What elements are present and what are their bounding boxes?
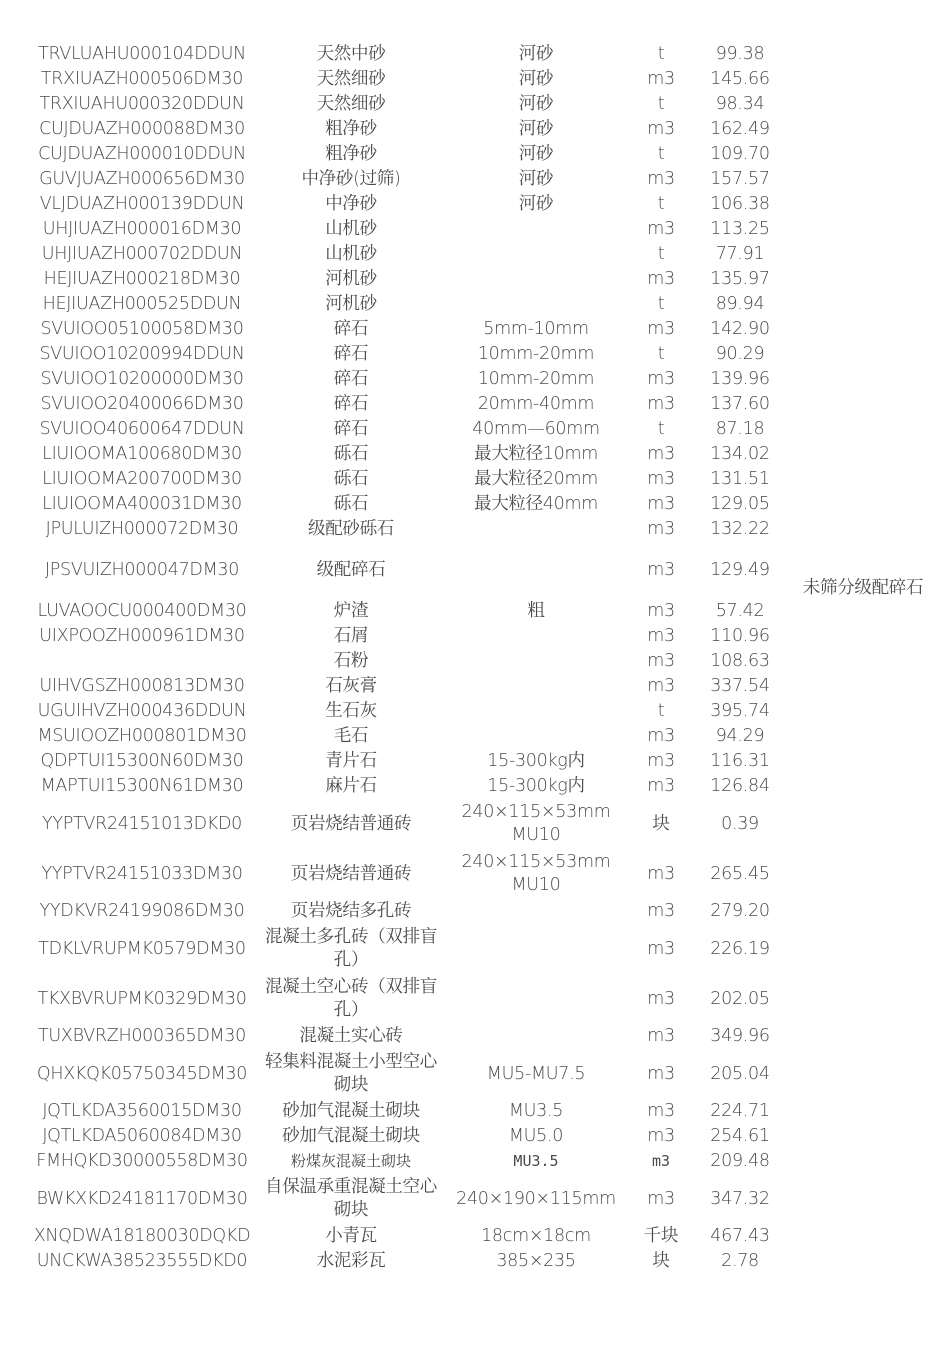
item-unit: m3 bbox=[647, 369, 675, 389]
item-unit: m3 bbox=[647, 901, 675, 921]
item-code: LIUIOOMA400031DM30 bbox=[42, 494, 242, 514]
item-code: SVUIOO20400066DM30 bbox=[40, 394, 244, 414]
table-row bbox=[0, 167, 950, 192]
table-row bbox=[0, 117, 950, 142]
item-unit: m3 bbox=[647, 119, 675, 139]
item-spec: MU3.5 bbox=[508, 1101, 564, 1121]
item-spec: 5mm-10mm bbox=[483, 319, 589, 339]
table-row bbox=[0, 92, 950, 117]
item-unit: t bbox=[657, 94, 665, 114]
item-price: 106.38 bbox=[710, 194, 770, 214]
item-unit: m3 bbox=[647, 169, 675, 189]
item-unit: m3 bbox=[647, 394, 675, 414]
item-name: 碎石 bbox=[333, 369, 369, 389]
item-name: 粗净砂 bbox=[325, 144, 377, 164]
item-code: CUJDUAZH000010DDUN bbox=[38, 144, 246, 164]
item-name: 砂加气混凝土砌块 bbox=[282, 1126, 420, 1146]
item-name: 石屑 bbox=[333, 626, 369, 646]
table-row bbox=[0, 724, 950, 749]
item-name: 级配砂砾石 bbox=[308, 519, 394, 539]
item-unit: t bbox=[657, 44, 665, 64]
table-row bbox=[0, 392, 950, 417]
item-code: LIUIOOMA200700DM30 bbox=[42, 469, 242, 489]
table-row bbox=[0, 367, 950, 392]
item-spec: 河砂 bbox=[518, 94, 554, 114]
item-code: SVUIOO05100058DM30 bbox=[40, 319, 244, 339]
item-name: 炉渣 bbox=[333, 601, 369, 621]
table-row bbox=[0, 292, 950, 317]
item-spec: MU5-MU7.5 bbox=[486, 1063, 586, 1084]
item-name: 河机砂 bbox=[325, 294, 377, 314]
item-code: HEJIUAZH000525DDUN bbox=[42, 294, 242, 314]
item-price: 202.05 bbox=[710, 988, 770, 1009]
item-name: 青片石 bbox=[325, 751, 377, 771]
item-unit: m3 bbox=[647, 726, 675, 746]
item-price: 2.78 bbox=[721, 1251, 759, 1271]
item-spec bbox=[446, 267, 626, 292]
item-spec: 河砂 bbox=[518, 169, 554, 189]
table-row bbox=[0, 267, 950, 292]
item-price: 98.34 bbox=[715, 94, 765, 114]
item-spec: 20mm-40mm bbox=[477, 394, 595, 414]
item-price: 113.25 bbox=[710, 219, 770, 239]
item-code: YYPTVR24151033DM30 bbox=[41, 863, 243, 884]
item-price: 347.32 bbox=[710, 1188, 770, 1209]
table-row bbox=[0, 799, 950, 849]
item-price: 99.38 bbox=[715, 44, 765, 64]
item-unit: m3 bbox=[647, 626, 675, 646]
item-code: TDKLVRUPMK0579DM30 bbox=[38, 938, 246, 959]
item-spec bbox=[446, 517, 626, 542]
table-row bbox=[0, 1099, 950, 1124]
item-spec: 15-300kg内 bbox=[487, 751, 585, 771]
item-spec bbox=[446, 924, 626, 974]
item-code: VLJDUAZH000139DDUN bbox=[39, 194, 245, 214]
table-row bbox=[0, 517, 950, 542]
item-spec bbox=[446, 1024, 626, 1049]
item-spec: 10mm-20mm bbox=[477, 369, 595, 389]
table-row bbox=[0, 649, 950, 674]
item-spec: 河砂 bbox=[518, 119, 554, 139]
item-code bbox=[28, 649, 256, 674]
item-unit: m3 bbox=[647, 988, 675, 1009]
table-row bbox=[0, 1224, 950, 1249]
item-unit: m3 bbox=[647, 219, 675, 239]
item-price: 109.70 bbox=[710, 144, 770, 164]
item-code: CUJDUAZH000088DM30 bbox=[39, 119, 245, 139]
item-unit: m3 bbox=[647, 69, 675, 89]
item-spec: 河砂 bbox=[518, 44, 554, 64]
item-price: 110.96 bbox=[710, 626, 770, 646]
item-name: 自保温承重混凝土空心砌块 bbox=[265, 1177, 437, 1220]
item-unit: m3 bbox=[647, 1063, 675, 1084]
item-name: 砂加气混凝土砌块 bbox=[282, 1101, 420, 1121]
item-price: 57.42 bbox=[715, 601, 765, 621]
item-price: 134.02 bbox=[710, 444, 770, 464]
item-code: YYPTVR24151013DKD0 bbox=[42, 813, 242, 834]
item-price: 94.29 bbox=[715, 726, 765, 746]
item-unit: m3 bbox=[647, 776, 675, 796]
item-code: TRVLUAHU000104DDUN bbox=[38, 44, 246, 64]
item-name: 天然细砂 bbox=[316, 94, 386, 114]
item-unit: t bbox=[657, 419, 665, 439]
item-price: 126.84 bbox=[710, 776, 770, 796]
item-code: UIHVGSZH000813DM30 bbox=[39, 676, 245, 696]
item-spec: MU5.0 bbox=[508, 1126, 564, 1146]
item-price: 108.63 bbox=[710, 651, 770, 671]
item-price: 139.96 bbox=[710, 369, 770, 389]
item-unit: m3 bbox=[647, 676, 675, 696]
table-row bbox=[0, 924, 950, 974]
item-code: SVUIOO40600647DDUN bbox=[39, 419, 245, 439]
item-name: 毛石 bbox=[333, 726, 369, 746]
table-row bbox=[0, 67, 950, 92]
item-name: 级配碎石 bbox=[316, 560, 386, 580]
table-row bbox=[0, 1149, 950, 1174]
item-name: 粗净砂 bbox=[325, 119, 377, 139]
item-spec bbox=[446, 542, 626, 599]
item-price: 467.43 bbox=[710, 1226, 770, 1246]
item-code: YYDKVR24199086DM30 bbox=[39, 901, 245, 921]
item-spec bbox=[446, 292, 626, 317]
item-spec: 15-300kg内 bbox=[487, 776, 585, 796]
item-price: 135.97 bbox=[710, 269, 770, 289]
item-code: SVUIOO10200994DDUN bbox=[39, 344, 245, 364]
table-row bbox=[0, 749, 950, 774]
item-spec bbox=[446, 242, 626, 267]
item-spec bbox=[446, 674, 626, 699]
table-row bbox=[0, 1024, 950, 1049]
item-code: JPULUIZH000072DM30 bbox=[45, 519, 239, 539]
item-code: UIXPOOZH000961DM30 bbox=[39, 626, 245, 646]
item-price: 226.19 bbox=[710, 938, 770, 959]
item-name: 页岩烧结多孔砖 bbox=[290, 901, 412, 921]
item-spec: 240×115×53mm MU10 bbox=[461, 852, 611, 895]
table-row bbox=[0, 542, 950, 599]
item-unit: m3 bbox=[647, 469, 675, 489]
item-unit: m3 bbox=[647, 938, 675, 959]
item-unit: m3 bbox=[647, 863, 675, 884]
item-price: 162.49 bbox=[710, 119, 770, 139]
item-unit: m3 bbox=[651, 1152, 671, 1170]
item-name: 页岩烧结普通砖 bbox=[290, 863, 412, 884]
item-unit: m3 bbox=[647, 519, 675, 539]
item-code: UHJIUAZH000016DM30 bbox=[42, 219, 242, 239]
table-row bbox=[0, 1174, 950, 1224]
item-price: 254.61 bbox=[710, 1126, 770, 1146]
item-name: 天然中砂 bbox=[316, 44, 386, 64]
item-name: 石灰膏 bbox=[325, 676, 377, 696]
item-price: 132.22 bbox=[710, 519, 770, 539]
item-name: 河机砂 bbox=[325, 269, 377, 289]
table-row bbox=[0, 1049, 950, 1099]
item-code: JQTLKDA3560015DM30 bbox=[42, 1101, 242, 1121]
item-name: 中净砂 bbox=[325, 194, 377, 214]
item-spec bbox=[446, 974, 626, 1024]
item-code: TRXIUAZH000506DM30 bbox=[40, 69, 244, 89]
item-code: JQTLKDA5060084DM30 bbox=[42, 1126, 242, 1146]
table-row bbox=[0, 599, 950, 624]
item-name: 小青瓦 bbox=[325, 1226, 377, 1246]
item-price: 77.91 bbox=[715, 244, 765, 264]
item-unit: t bbox=[657, 294, 665, 314]
item-price: 205.04 bbox=[710, 1063, 770, 1084]
table-row bbox=[0, 42, 950, 67]
item-spec: 最大粒径40mm bbox=[474, 494, 598, 514]
item-price: 129.05 bbox=[710, 494, 770, 514]
item-unit: 千块 bbox=[643, 1226, 679, 1246]
item-name: 混凝土实心砖 bbox=[299, 1026, 403, 1046]
table-row bbox=[0, 1249, 950, 1274]
table-row bbox=[0, 674, 950, 699]
item-code: SVUIOO10200000DM30 bbox=[40, 369, 244, 389]
item-spec: 240×190×115mm bbox=[456, 1188, 616, 1209]
item-code: HEJIUAZH000218DM30 bbox=[43, 269, 241, 289]
material-price-table bbox=[0, 42, 950, 1274]
item-code: GUVJUAZH000656DM30 bbox=[39, 169, 245, 189]
item-unit: m3 bbox=[647, 494, 675, 514]
item-code: UHJIUAZH000702DDUN bbox=[41, 244, 243, 264]
item-spec: 河砂 bbox=[518, 194, 554, 214]
item-price: 337.54 bbox=[710, 676, 770, 696]
item-spec bbox=[446, 217, 626, 242]
item-price: 145.66 bbox=[710, 69, 770, 89]
item-name: 混凝土空心砖（双排盲孔） bbox=[265, 977, 437, 1020]
item-spec: 粗 bbox=[527, 601, 545, 621]
table-row bbox=[0, 699, 950, 724]
item-spec: 10mm-20mm bbox=[477, 344, 595, 364]
item-spec bbox=[446, 899, 626, 924]
item-code: TRXIUAHU000320DDUN bbox=[39, 94, 245, 114]
item-price: 0.39 bbox=[721, 813, 759, 834]
item-spec: MU3.5 bbox=[513, 1152, 559, 1170]
item-price: 87.18 bbox=[715, 419, 765, 439]
item-code: MAPTUI15300N61DM30 bbox=[40, 776, 244, 796]
table-row bbox=[0, 317, 950, 342]
item-code: LIUIOOMA100680DM30 bbox=[42, 444, 242, 464]
table-row bbox=[0, 774, 950, 799]
table-row bbox=[0, 217, 950, 242]
item-unit: t bbox=[657, 144, 665, 164]
item-code: XNQDWA18180030DQKD bbox=[33, 1226, 251, 1246]
item-code: UGUIHVZH000436DDUN bbox=[37, 701, 247, 721]
item-unit: m3 bbox=[647, 751, 675, 771]
item-unit: m3 bbox=[647, 1101, 675, 1121]
item-code: UNCKWA38523555DKD0 bbox=[36, 1251, 248, 1271]
item-price: 279.20 bbox=[710, 901, 770, 921]
item-unit: t bbox=[657, 244, 665, 264]
item-note: 未筛分级配碎石 bbox=[802, 578, 924, 598]
table-row bbox=[0, 242, 950, 267]
item-unit: m3 bbox=[647, 1188, 675, 1209]
item-price: 265.45 bbox=[710, 863, 770, 884]
item-price: 129.49 bbox=[710, 560, 770, 580]
item-unit: m3 bbox=[647, 444, 675, 464]
item-name: 碎石 bbox=[333, 419, 369, 439]
item-note bbox=[788, 1267, 938, 1292]
item-price: 142.90 bbox=[710, 319, 770, 339]
item-code: TUXBVRZH000365DM30 bbox=[38, 1026, 246, 1046]
item-code: BWKXKD24181170DM30 bbox=[36, 1188, 248, 1209]
item-unit: 块 bbox=[652, 1251, 670, 1271]
item-name: 麻片石 bbox=[325, 776, 377, 796]
item-price: 131.51 bbox=[710, 469, 770, 489]
item-code: TKXBVRUPMK0329DM30 bbox=[37, 988, 247, 1009]
item-unit: m3 bbox=[647, 1026, 675, 1046]
table-row bbox=[0, 849, 950, 899]
item-code: QDPTUI15300N60DM30 bbox=[40, 751, 244, 771]
item-spec bbox=[446, 649, 626, 674]
table-row bbox=[0, 624, 950, 649]
item-spec: 40mm—60mm bbox=[472, 419, 600, 439]
table-row bbox=[0, 342, 950, 367]
item-name: 砾石 bbox=[333, 494, 369, 514]
item-spec: 最大粒径20mm bbox=[474, 469, 598, 489]
item-name: 碎石 bbox=[333, 319, 369, 339]
item-name: 粉煤灰混凝土砌块 bbox=[290, 1152, 411, 1170]
item-name: 混凝土多孔砖（双排盲孔） bbox=[265, 927, 437, 970]
item-spec bbox=[446, 699, 626, 724]
item-name: 水泥彩瓦 bbox=[316, 1251, 386, 1271]
item-price: 89.94 bbox=[715, 294, 765, 314]
item-unit: m3 bbox=[647, 651, 675, 671]
item-spec: 最大粒径10mm bbox=[474, 444, 598, 464]
item-spec bbox=[446, 724, 626, 749]
table-row bbox=[0, 417, 950, 442]
item-name: 碎石 bbox=[333, 394, 369, 414]
table-row bbox=[0, 467, 950, 492]
item-spec: 河砂 bbox=[518, 69, 554, 89]
item-code: QHXKQK05750345DM30 bbox=[36, 1063, 248, 1084]
item-spec: 河砂 bbox=[518, 144, 554, 164]
table-row bbox=[0, 142, 950, 167]
item-name: 轻集料混凝土小型空心砌块 bbox=[265, 1052, 437, 1095]
item-unit: t bbox=[657, 344, 665, 364]
item-name: 山机砂 bbox=[325, 219, 377, 239]
table-row bbox=[0, 442, 950, 467]
item-name: 中净砂(过筛) bbox=[301, 169, 401, 189]
table-row bbox=[0, 899, 950, 924]
item-unit: t bbox=[657, 701, 665, 721]
item-price: 209.48 bbox=[710, 1151, 770, 1171]
item-spec: 385×235 bbox=[496, 1251, 576, 1271]
item-name: 砾石 bbox=[333, 469, 369, 489]
item-price: 224.71 bbox=[710, 1101, 770, 1121]
item-price: 349.96 bbox=[710, 1026, 770, 1046]
item-name: 生石灰 bbox=[325, 701, 377, 721]
item-unit: t bbox=[657, 194, 665, 214]
table-row bbox=[0, 974, 950, 1024]
item-spec bbox=[446, 624, 626, 649]
item-price: 157.57 bbox=[710, 169, 770, 189]
item-name: 页岩烧结普通砖 bbox=[290, 813, 412, 834]
item-spec: 240×115×53mm MU10 bbox=[461, 802, 611, 845]
item-code: LUVAOOCU000400DM30 bbox=[37, 601, 247, 621]
item-unit: m3 bbox=[647, 601, 675, 621]
item-price: 116.31 bbox=[710, 751, 770, 771]
item-unit: 块 bbox=[652, 813, 670, 834]
table-row bbox=[0, 492, 950, 517]
table-row bbox=[0, 1124, 950, 1149]
item-price: 90.29 bbox=[715, 344, 765, 364]
item-name: 石粉 bbox=[333, 651, 369, 671]
item-name: 碎石 bbox=[333, 344, 369, 364]
item-code: MSUIOOZH000801DM30 bbox=[37, 726, 247, 746]
item-code: JPSVUIZH000047DM30 bbox=[44, 560, 240, 580]
item-spec: 18cm×18cm bbox=[481, 1226, 591, 1246]
item-code: FMHQKD30000558DM30 bbox=[36, 1151, 248, 1171]
item-price: 395.74 bbox=[710, 701, 770, 721]
item-unit: m3 bbox=[647, 1126, 675, 1146]
item-unit: m3 bbox=[647, 269, 675, 289]
item-unit: m3 bbox=[647, 319, 675, 339]
item-name: 山机砂 bbox=[325, 244, 377, 264]
item-price: 137.60 bbox=[710, 394, 770, 414]
table-row bbox=[0, 192, 950, 217]
item-name: 砾石 bbox=[333, 444, 369, 464]
item-name: 天然细砂 bbox=[316, 69, 386, 89]
item-unit: m3 bbox=[647, 560, 675, 580]
